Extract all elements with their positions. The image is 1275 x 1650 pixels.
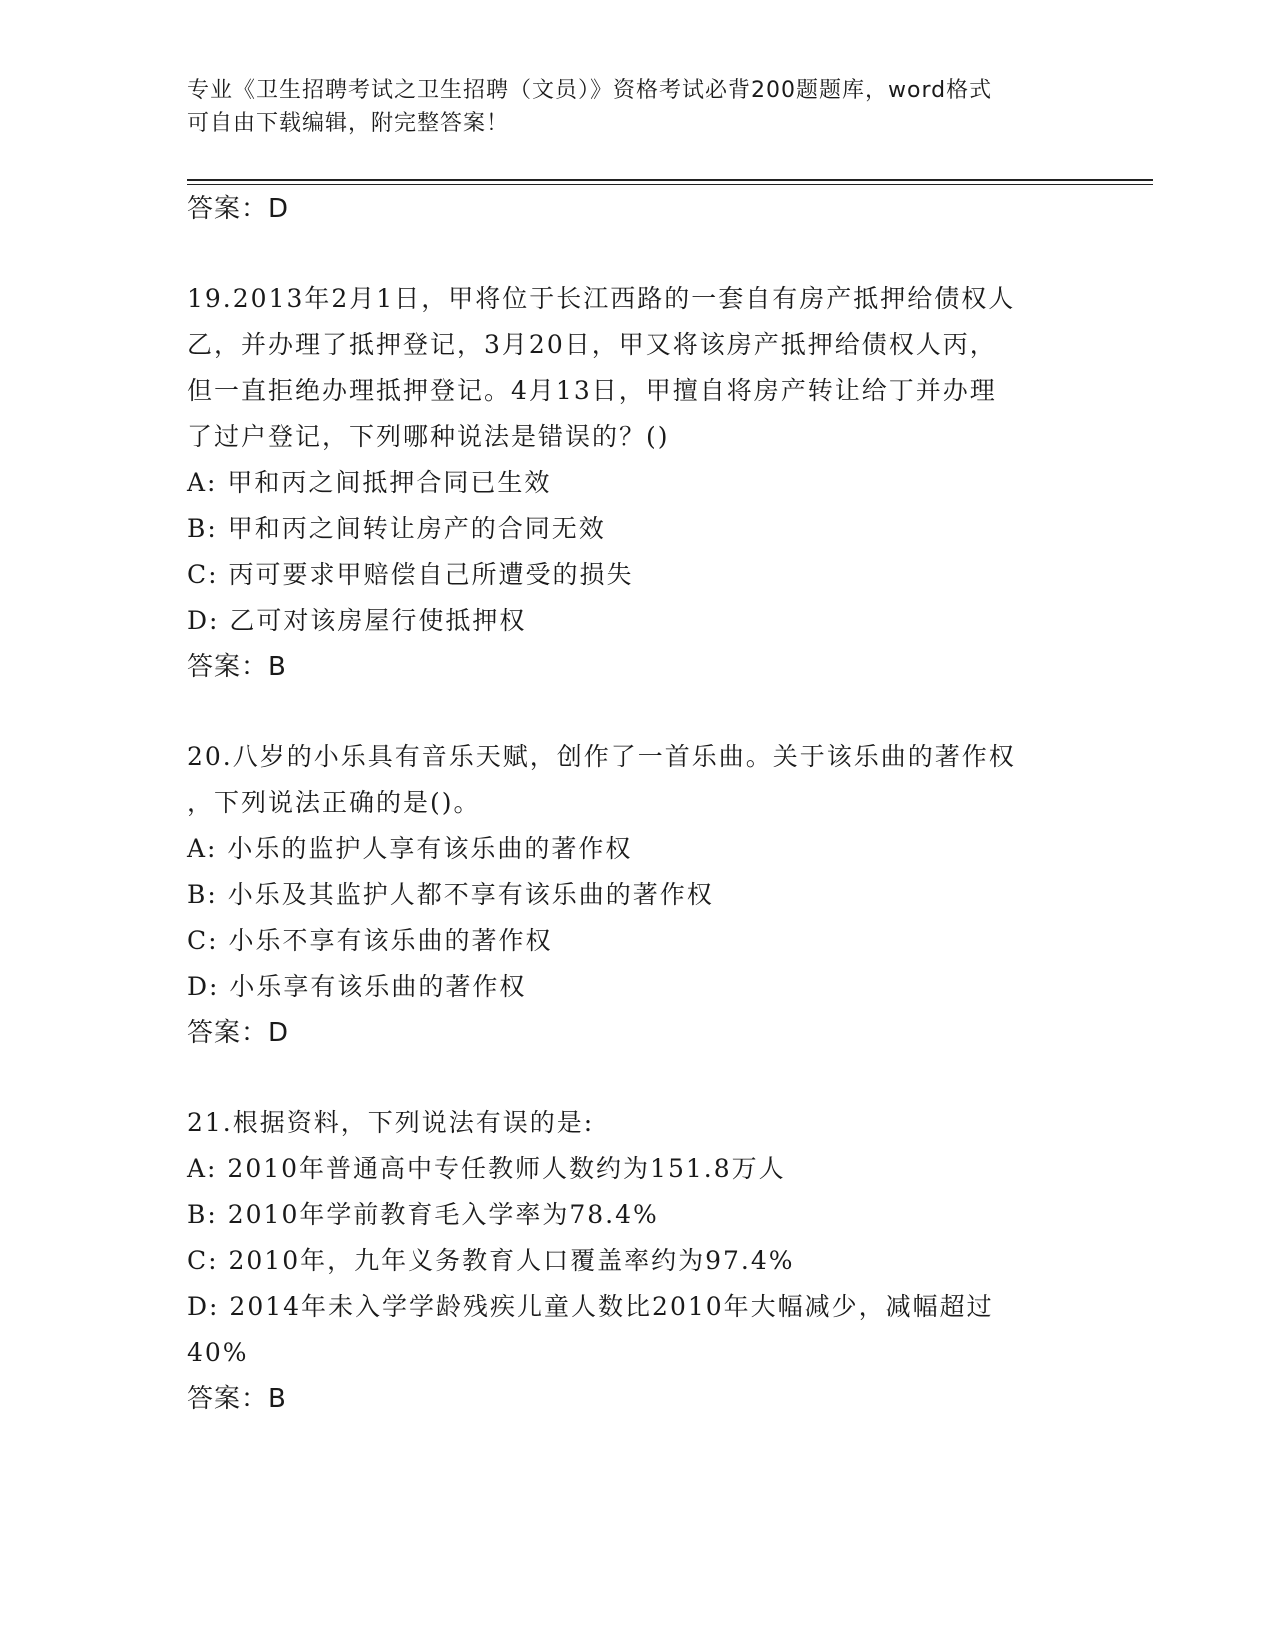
header-rule-thin <box>187 184 1153 185</box>
option-b: B: 甲和丙之间转让房产的合同无效 <box>187 514 606 543</box>
option-d-continued: 40% <box>187 1338 249 1367</box>
option-c: C: 2010年，九年义务教育人口覆盖率约为97.4% <box>187 1246 795 1275</box>
option-a: A: 2010年普通高中专任教师人数约为151.8万人 <box>187 1154 786 1183</box>
spacer <box>187 690 1087 734</box>
answer: 答案：B <box>187 1384 287 1414</box>
option-b: B: 小乐及其监护人都不享有该乐曲的著作权 <box>187 880 714 909</box>
option-b: B: 2010年学前教育毛入学率为78.4% <box>187 1200 659 1229</box>
answer: 答案：D <box>187 1018 290 1048</box>
option-c: C: 丙可要求甲赔偿自己所遭受的损失 <box>187 560 634 589</box>
question-stem-line: 19.2013年2月1日，甲将位于长江西路的一套自有房产抵押给债权人 <box>187 284 1016 313</box>
document-body <box>187 186 1087 1422</box>
question-20 <box>187 734 1087 1056</box>
question-stem-line: 21.根据资料，下列说法有误的是: <box>187 1108 595 1137</box>
spacer <box>187 1056 1087 1100</box>
header-title-line-2: 可自由下载编辑，附完整答案！ <box>187 111 510 136</box>
answer: 答案：B <box>187 652 287 682</box>
option-d: D: 乙可对该房屋行使抵押权 <box>187 606 527 635</box>
question-19 <box>187 276 1087 690</box>
question-stem-line: ，下列说法正确的是()。 <box>187 788 481 817</box>
question-stem-line: 20.八岁的小乐具有音乐天赋，创作了一首乐曲。关于该乐曲的著作权 <box>187 742 1016 771</box>
spacer <box>187 232 1087 276</box>
option-d: D: 2014年未入学学龄残疾儿童人数比2010年大幅减少，减幅超过 <box>187 1292 994 1321</box>
option-a: A: 小乐的监护人享有该乐曲的著作权 <box>187 834 633 863</box>
previous-answer: 答案：D <box>187 194 290 224</box>
question-stem-line: 但一直拒绝办理抵押登记。4月13日，甲擅自将房产转让给丁并办理 <box>187 376 997 405</box>
document-header <box>187 74 1087 140</box>
question-21 <box>187 1100 1087 1422</box>
option-c: C: 小乐不享有该乐曲的著作权 <box>187 926 553 955</box>
header-rule-thick <box>187 179 1153 181</box>
option-a: A: 甲和丙之间抵押合同已生效 <box>187 468 552 497</box>
option-d: D: 小乐享有该乐曲的著作权 <box>187 972 527 1001</box>
question-stem-line: 乙，并办理了抵押登记，3月20日，甲又将该房产抵押给债权人丙， <box>187 330 997 359</box>
header-title-line-1: 专业《卫生招聘考试之卫生招聘（文员）》资格考试必背200题题库，word格式 <box>187 78 993 103</box>
question-stem-line: 了过户登记，下列哪种说法是错误的？() <box>187 422 670 451</box>
